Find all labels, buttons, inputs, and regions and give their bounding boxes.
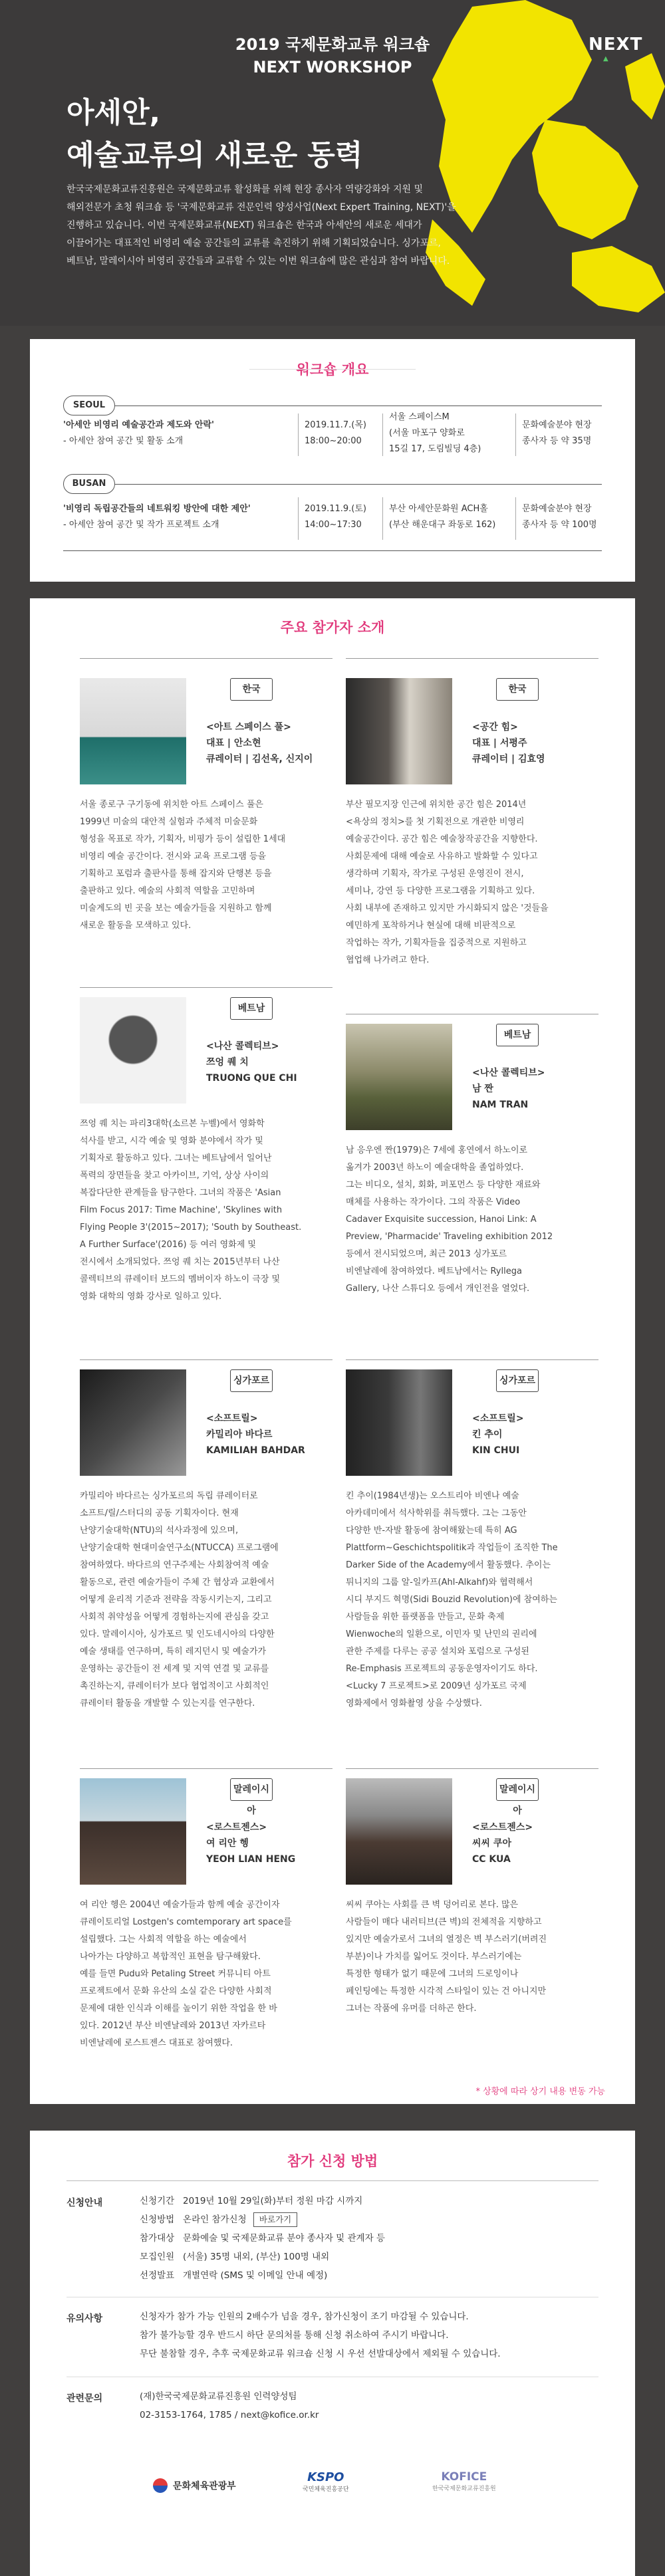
country-badge: 한국 bbox=[496, 678, 539, 701]
sponsor-logos bbox=[153, 2466, 512, 2506]
info-line: 신청방법 온라인 참가신청 바로가기 bbox=[140, 2210, 297, 2229]
main-heading: 아세안, 예술교류의 새로운 동력 bbox=[66, 96, 363, 172]
speaker-photo bbox=[346, 1024, 452, 1130]
speaker-card bbox=[80, 1778, 332, 2064]
session-target: 문화예술분야 현장 종사자 등 약 100명 bbox=[522, 504, 597, 530]
speaker-name: <나산 콜렉티브> 남 짠 NAM TRAN bbox=[472, 1068, 545, 1110]
contact-text: (재)한국국제문화교류진흥원 인력양성팀 02-3153-1764, 1785 / next@kofice.or.kr bbox=[140, 2387, 319, 2424]
change-notice: * 상황에 따라 상기 내용 변동 가능 bbox=[475, 2087, 605, 2097]
contact-email-link[interactable]: 02-3153-1764, 1785 / next@kofice.or.kr bbox=[140, 2410, 319, 2420]
speaker-name: <소프트릴> 킨 추이 KIN CHUI bbox=[472, 1413, 524, 1456]
session-date: 2019.11.9.(토) bbox=[305, 504, 366, 514]
country-badge: 베트남 bbox=[230, 997, 273, 1020]
session-target: 문화예술분야 현장 종사자 등 약 35명 bbox=[522, 420, 592, 446]
speaker-divider bbox=[80, 987, 332, 988]
session-sub: - 아세안 참여 공간 및 활동 소개 bbox=[63, 436, 184, 446]
speaker-photo bbox=[80, 997, 186, 1104]
section-label-contact: 관련문의 bbox=[66, 2393, 103, 2404]
city-badge-seoul: SEOUL bbox=[63, 396, 115, 415]
speaker-photo bbox=[346, 1778, 452, 1885]
logo-mark-icon: ▲ bbox=[603, 55, 609, 62]
info-line: 모집인원 (서울) 35명 내외, (부산) 100명 내외 bbox=[140, 2252, 330, 2262]
session-title: '아세안 비영리 예술공간과 제도와 안락' bbox=[63, 420, 214, 430]
speaker-bio: 킨 추이(1984년생)는 오스트리아 비엔나 예술 아카데미에서 석사학위를 취득했다. 그는 그동안 다양한 반-자발 활동에 참여해왔는데 특히 AG Plattform~Geschichtspolitik과 작업들이 조직한 The Darker Side of the Academy에서 활동했다. 추이는 튀니지의 그룹 알-일카프(Ahl-Alkahf)와 협력해서 시디 부지드 혁명(Sidi Bouzid Revolution)에 참여하는 사람들을 위한 플랫폼을 만들고, 문화 축제 Wienwoche의 일환으로, 이민자 및 난민의 권리에 관한 주제를 다루는 공공 설치와 포럼으로 구성된 Re-Emphasis 프로젝트의 공동운영자이기도 하다. <Lucky 7 프로젝트>로 2009년 싱가포르 국제 영화제에서 영화촬영 상을 수상했다. bbox=[346, 1491, 558, 1708]
info-line: 신청기간 2019년 10월 29일(화)부터 정원 마감 시까지 bbox=[140, 2196, 363, 2206]
intro-text: 한국국제문화교류진흥원은 국제문화교류 활성화를 위해 현장 종사자 역량강화와 지원 및 해외전문가 초청 워크숍 등 '국제문화교류 전문인력 양성사업(Next Expert Training, NEXT)'을 진행하고 있습니다. 이번 국제문화교류(NEXT) 워크숍은 한국과 아세안의 새로운 세대가 이끌어가는 대표적인 비영리 예술 공간들의 교류를 촉진하기 위해 기획되었습니다. 싱가포르, 베트남, 말레이시아 비영리 공간들과 교류할 수 있는 이번 워크숍에 많은 관심과 참여 바랍니다. bbox=[66, 184, 456, 267]
speaker-divider bbox=[346, 1359, 598, 1360]
column-separator bbox=[298, 497, 299, 540]
section-label-info: 신청안내 bbox=[66, 2198, 103, 2208]
notes-text: 신청자가 참가 가능 인원의 2배수가 넘을 경우, 참가신청이 조기 마감될 수 있습니다. 참가 불가능할 경우 반드시 하단 문의처를 통해 신청 취소하여 주시기 바랍니다. 무단 불참할 경우, 추후 국제문화교류 워크숍 신청 시 우선 선발대상에서 제외될 수 있습니다. bbox=[140, 2311, 501, 2359]
country-badge: 말레이시아 bbox=[496, 1778, 539, 1801]
speaker-bio: 남 응우엔 짠(1979)은 7세에 홍연에서 하노이로 옮겨가 2003년 하노이 예술대학을 졸업하였다. 그는 비디오, 설치, 회화, 퍼포먼스 등 다양한 재료와 매체를 사용하는 작가이다. 그의 작품은 Video Cadaver Exquisite succession, Hanoi Link: A Preview, 'Pharmacide' Traveling exhibition 2012 등에서 전시되었으며, 최근 2013 싱가포르 비엔날레에 참여하였다. 베트남에서는 Ryllega Gallery, 나산 스튜디오 등에서 개인전을 열었다. bbox=[346, 1145, 553, 1294]
country-badge: 베트남 bbox=[496, 1024, 539, 1046]
city-badge-busan: BUSAN bbox=[63, 474, 115, 494]
apply-panel bbox=[30, 2131, 635, 2576]
kofice-logo: KOFICE 한국국제문화교류진흥원 bbox=[432, 2470, 496, 2492]
session-time: 14:00~17:30 bbox=[305, 520, 362, 530]
speakers-panel bbox=[30, 598, 635, 2104]
speaker-divider bbox=[80, 658, 332, 659]
title-rule bbox=[249, 369, 416, 370]
speaker-name: <아트 스페이스 풀> 대표 | 안소현 큐레이터 | 김선옥, 신지이 bbox=[206, 722, 313, 764]
speaker-name: <공간 힘> 대표 | 서평주 큐레이터 | 김효영 bbox=[472, 722, 545, 764]
hero-banner bbox=[0, 0, 665, 326]
section-label-notes: 유의사항 bbox=[66, 2313, 103, 2324]
speaker-divider bbox=[80, 1359, 332, 1360]
speaker-name: <소프트릴> 카밀리아 바다르 KAMILIAH BAHDAR bbox=[206, 1413, 305, 1456]
speaker-bio: 부산 필모지장 인근에 위치한 공간 힘은 2014년 <욕상의 정치>를 첫 기획전으로 개관한 비영리 예술공간이다. 공간 힘은 예술창작공간을 지향한다. 사회문제에 대해 예술로 사유하고 발화할 수 있다고 생각하며 기획자, 작가로 구성된 운영진이 전시, 세미나, 강연 등 다양한 프로그램을 기획하고 있다. 사회 내부에 존재하고 있지만 가시화되지 않은 '것들을 예민하게 포착하거나 현실에 대해 비판적으로 작업하는 작가, 기획자들을 집중적으로 지원하고 협업해 나가려고 한다. bbox=[346, 800, 549, 965]
speaker-card bbox=[346, 1778, 598, 2031]
session-divider bbox=[63, 484, 602, 485]
event-title: 2019 국제문화교류 워크숍 NEXT WORKSHOP bbox=[0, 33, 665, 78]
workshop-overview-panel bbox=[30, 339, 635, 582]
event-subtitle: NEXT WORKSHOP bbox=[253, 58, 412, 76]
session-venue: 서울 스페이스M (서울 마포구 양화로 15길 17, 도림빌딩 4층) bbox=[389, 412, 481, 454]
speaker-card bbox=[346, 678, 598, 984]
speaker-card bbox=[346, 1369, 598, 1735]
speaker-bio: 카밀리아 바다르는 싱가포르의 독립 큐레이터로 소프트/릴/스터디의 공동 기획자이다. 현재 난양기술대학(NTU)의 석사과정에 있으며, 난양기술대학 현대미술연구소(NTUCCA) 프로그램에 참여하였다. 바다르의 연구주제는 사회참여적 예술 활동으로, 관련 예술가들이 주체 간 협상과 교환에서 어떻게 윤리적 기준과 전략을 작동시키는지, 그리고 사회적 취약성을 어떻게 경험하는지에 관심을 갖고 있다. 말레이시아, 싱가포르 및 인도네시아의 다양한 예술 생태를 연구하며, 특히 레지던시 및 예술가가 운영하는 공간들이 전 세계 및 지역 연결 및 교류를 촉진하는지, 큐레이터가 보다 협업적이고 사회적인 큐레이터 활동을 개발할 수 있는지를 연구한다. bbox=[80, 1491, 279, 1708]
country-badge: 한국 bbox=[230, 678, 273, 701]
session-divider bbox=[63, 550, 602, 551]
overview-title: 워크숍 개요 bbox=[296, 362, 369, 378]
column-separator bbox=[515, 497, 516, 540]
country-badge: 말레이시아 bbox=[230, 1778, 273, 1801]
next-logo: NEXT ▲ bbox=[589, 35, 643, 62]
speaker-card bbox=[80, 997, 332, 1323]
info-line: 선정발표 개별연락 (SMS 및 이메일 안내 예정) bbox=[140, 2270, 328, 2281]
country-badge: 싱가포르 bbox=[230, 1369, 273, 1392]
country-badge: 싱가포르 bbox=[496, 1369, 539, 1392]
speaker-photo bbox=[80, 1778, 186, 1885]
column-separator bbox=[382, 413, 383, 456]
session-venue: 부산 아세안문화원 ACH홀 (부산 해운대구 좌동로 162) bbox=[389, 504, 496, 530]
speaker-bio: 쯔엉 퀘 치는 파리3대학(소르본 누벨)에서 영화학 석사를 받고, 시각 예술 및 영화 분야에서 작가 및 기획자로 활동하고 있다. 그녀는 베트남에서 일어난 폭력의 장면들을 찾고 아카이브, 기억, 상상 사이의 복잡다단한 관계들을 탐구한다. 그녀의 작품은 'Asian Film Focus 2017: Time Machine', 'Skylines with Flying People 3'(2015~2017); 'South by Southeast. A Further Surface'(2016) 등 여러 영화제 및 전시에서 소개되었다. 쯔엉 퀘 치는 2015년부터 나산 콜렉티브의 큐레이터 보드의 멤버이자 하노이 극장 및 영화 대학의 영화 강사로 일하고 있다. bbox=[80, 1119, 302, 1302]
speakers-title: 주요 참가자 소개 bbox=[280, 620, 385, 636]
speaker-card bbox=[80, 678, 332, 957]
speaker-photo bbox=[80, 678, 186, 784]
speaker-bio: 씨씨 쿠아는 사회를 큰 벽 덩어리로 본다. 많은 사람들이 매다 내러티브(큰 벽)의 전체적을 지향하고 있지만 예술가로서 그녀의 열정은 벽 부스러기(버려진 부분)이나 가치를 잃어도 것이다. 부스러기에는 특정한 형태가 없기 때문에 그녀의 드로잉이나 페인팅에는 특정한 시각적 스타일이 있는 건 아니지만 그녀는 작품에 유머를 더하곤 한다. bbox=[346, 1900, 547, 2014]
apply-title: 참가 신청 방법 bbox=[287, 2153, 378, 2169]
session-time: 18:00~20:00 bbox=[305, 436, 362, 446]
kspo-logo: KSPO 국민체육진흥공단 bbox=[303, 2470, 349, 2493]
speaker-photo bbox=[346, 678, 452, 784]
speaker-card bbox=[80, 1369, 332, 1735]
speaker-divider bbox=[346, 1768, 598, 1769]
apply-link-button[interactable]: 바로가기 bbox=[253, 2212, 297, 2227]
mcst-logo: 문화체육관광부 bbox=[153, 2478, 236, 2493]
session-title: '비영리 독립공간들의 네트워킹 방안에 대한 제안' bbox=[63, 504, 251, 514]
speaker-bio: 여 리안 헹은 2004년 예술가들과 함께 예술 공간이자 큐레이토리얼 Lostgen's comtemporary art space를 설립했다. 그는 사회적 역할을 하는 예술에서 나아가는 다양하고 복합적인 표현을 탐구해왔다. 예를 들면 Pudu와 Petaling Street 커뮤니티 아트 프로젝트에서 문화 유산의 소실 같은 다양한 사회적 문제에 대한 인식과 이해를 높이기 위한 작업을 한 바 있다. 2012년 부산 비엔날레와 2013년 자카르타 비엔날레에 로스트젠스 대표로 참여했다. bbox=[80, 1900, 292, 2048]
speaker-name: <나산 콜렉티브> 쯔엉 퀘 치 TRUONG QUE CHI bbox=[206, 1041, 297, 1084]
session-date: 2019.11.7.(목) bbox=[305, 420, 366, 430]
column-separator bbox=[298, 413, 299, 456]
title-rule bbox=[66, 2180, 598, 2181]
taegeuk-icon bbox=[153, 2478, 168, 2493]
speaker-bio: 서울 종로구 구기동에 위치한 아트 스페이스 풀은 1999년 미술의 대안적 실험과 주체적 미술문화 형성을 목표로 작가, 기획자, 비평가 등이 설립한 1세대 비영리 예술 공간이다. 전시와 교육 프로그램 등을 기획하고 포럼과 출판사를 통해 잡지와 단행본 등을 출판하고 있다. 예술의 사회적 역할을 고민하며 미술계도의 빈 곳을 보는 예술가들을 지원하고 함께 새로운 활동을 모색하고 있다. bbox=[80, 800, 286, 931]
speaker-photo bbox=[80, 1369, 186, 1476]
speaker-divider bbox=[346, 658, 598, 659]
speaker-divider bbox=[80, 1768, 332, 1769]
speaker-name: <로스트젠스> 씨씨 쿠아 CC KUA bbox=[472, 1822, 533, 1865]
info-line: 참가대상 문화예술 및 국제문화교류 분야 종사자 및 관계자 등 bbox=[140, 2233, 385, 2244]
column-separator bbox=[382, 497, 383, 540]
speaker-card bbox=[346, 1024, 598, 1323]
speaker-name: <로스트젠스> 여 리안 헹 YEOH LIAN HENG bbox=[206, 1822, 296, 1865]
column-separator bbox=[515, 413, 516, 456]
speaker-photo bbox=[346, 1369, 452, 1476]
session-sub: - 아세안 참여 공간 및 작가 프로젝트 소개 bbox=[63, 520, 219, 530]
